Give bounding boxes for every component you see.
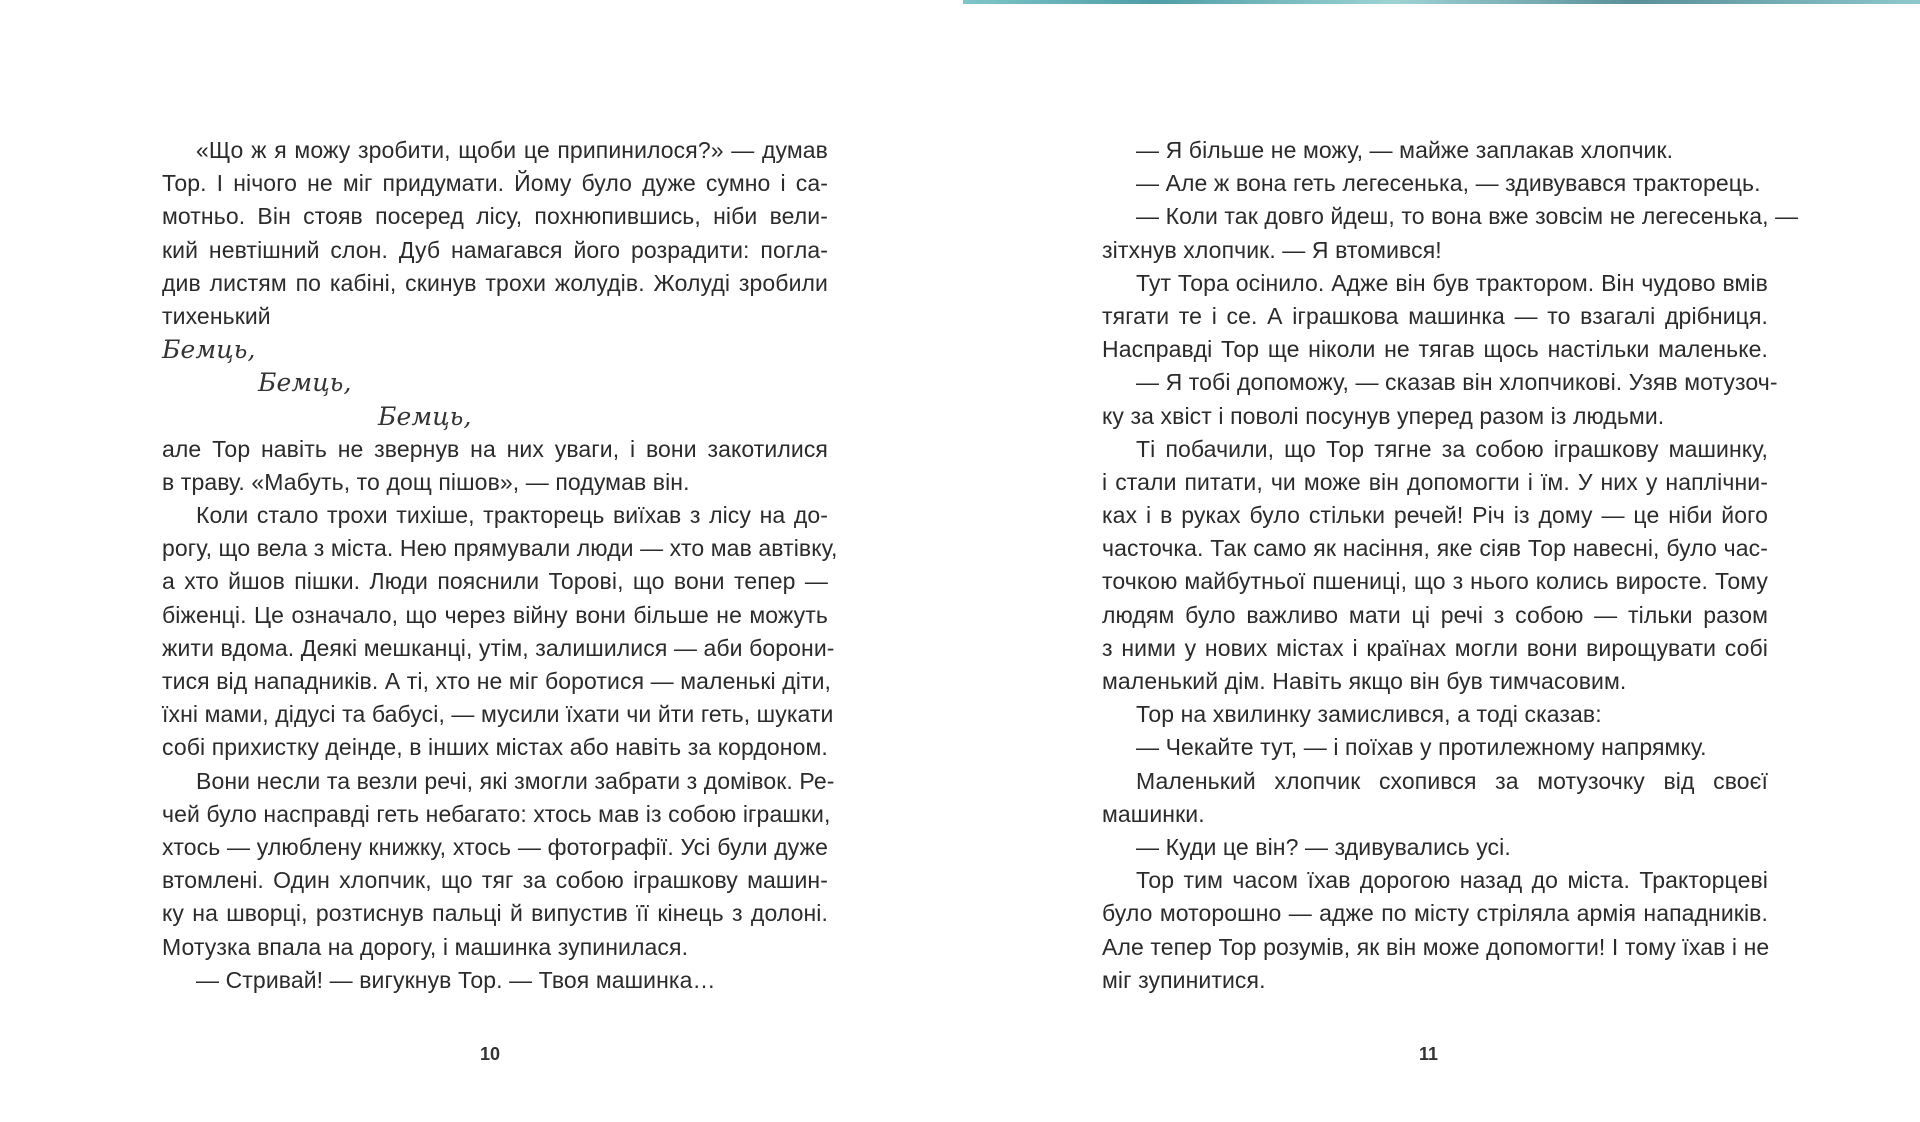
text-line: рогу, що вела з міста. Нею прямували люди — хто мав автівку, — [162, 535, 838, 562]
right-page-text — [1102, 134, 1799, 997]
text-line: ку за хвіст і поволі посунув уперед разом із людьми. — [1102, 402, 1665, 429]
text-line: Але тепер Тор розумів, як він може допомогти! І тому їхав і не — [1102, 933, 1770, 960]
right-page — [960, 0, 1920, 1122]
text-line: але Тор навіть не звернув на них уваги, і вони закотилися — [162, 435, 828, 462]
text-line: з ними у нових містах і країнах могли вони вирощувати собі — [1102, 634, 1768, 661]
text-line: Мотузка впала на дорогу, і машинка зупинилася. — [162, 933, 689, 960]
sound-word-1: Бемць, — [162, 335, 256, 365]
text-line: людям було важливо мати ці речі з собою — тільки разом — [1102, 601, 1768, 628]
text-line: ках і в руках було стільки речей! Річ із дому — це ніби його — [1102, 502, 1768, 529]
text-line: їхні мами, дідусі та бабусі, — мусили їхати чи йти геть, шукати — [162, 701, 834, 728]
text-line: — Я більше не можу, — майже заплакав хлопчик. — [1136, 137, 1674, 163]
left-page-text — [162, 134, 838, 997]
page-number: 11 — [1419, 1044, 1439, 1064]
text-line: часточка. Так само як насіння, яке сіяв Тор навесні, було час- — [1102, 535, 1768, 562]
text-line: тихенький — [162, 302, 271, 329]
text-line: міг зупинитися. — [1102, 966, 1266, 993]
text-line: Маленький хлопчик схопився за мотузочку від своєї — [1136, 767, 1768, 794]
text-line: Коли стало трохи тихіше, тракторець виїхав з лісу на до- — [196, 502, 828, 529]
text-line: — Куди це він? — здивувались усі. — [1136, 833, 1511, 860]
text-line: собі прихистку деінде, в інших містах або навіть за кордоном. — [162, 734, 828, 761]
text-line: ку на шворці, розтиснув пальці й випустив її кінець з долоні. — [162, 900, 828, 927]
text-line: див листям по кабіні, скинув трохи жолудів. Жолуді зробили — [162, 269, 828, 296]
text-line: і стали питати, чи може він допомогти і їм. У них у наплічни- — [1102, 468, 1768, 495]
sound-word-3: Бемць, — [378, 401, 472, 431]
text-line: кий невтішний слон. Дуб намагався його розрадити: погла- — [162, 236, 828, 263]
text-line: Тор тим часом їхав дорогою назад до міста. Тракторцеві — [1136, 867, 1768, 894]
text-line: тися від нападників. А ті, хто не міг боротися — маленькі діти, — [162, 668, 832, 694]
text-line: — Стривай! — вигукнув Тор. — Твоя машинка… — [196, 966, 716, 993]
text-line: біженці. Це означало, що через війну вони більше не можуть — [162, 601, 828, 628]
text-line: «Що ж я можу зробити, щоби це припинилося?» — думав — [196, 137, 828, 163]
text-line: мотньо. Він стояв посеред лісу, похнюпившись, ніби вели- — [162, 203, 828, 230]
text-line: Тут Тора осінило. Адже він був трактором. Він чудово вмів — [1136, 269, 1768, 296]
page-number: 10 — [480, 1044, 501, 1064]
text-line: — Я тобі допоможу, — сказав він хлопчикові. Узяв мотузоч- — [1136, 369, 1778, 396]
text-line: зітхнув хлопчик. — Я втомився! — [1102, 236, 1442, 263]
text-line: було моторошно — адже по місту стріляла армія нападників. — [1102, 900, 1768, 927]
text-line: Вони несли та везли речі, які змогли забрати з домівок. Ре- — [196, 767, 835, 794]
text-line: в траву. «Мабуть, то дощ пішов», — подумав він. — [162, 468, 690, 495]
text-line: а хто йшов пішки. Люди пояснили Торові, що вони тепер — — [162, 568, 828, 595]
text-line: точкою майбутньої пшениці, що з нього колись виросте. Тому — [1102, 568, 1768, 595]
text-line: втомлені. Один хлопчик, що тяг за собою іграшкову машин- — [162, 867, 828, 894]
text-line: чей було насправді геть небагато: хтось мав із собою іграшки, — [162, 800, 831, 827]
text-line: Тор на хвилинку замислився, а тоді сказав: — [1136, 701, 1602, 728]
text-line: — Але ж вона геть легесенька, — здивувався тракторець. — [1136, 170, 1761, 197]
text-line: Насправді Тор ще ніколи не тягав щось настільки маленьке. — [1102, 336, 1768, 363]
text-line: Ті побачили, що Тор тягне за собою іграшкову машинку, — [1136, 435, 1768, 462]
text-line: жити вдома. Деякі мешканці, утім, залишилися — аби борони- — [162, 634, 835, 661]
sound-word-2: Бемць, — [258, 368, 352, 398]
text-line: маленький дім. Навіть якщо він був тимчасовим. — [1102, 668, 1627, 694]
text-line: — Чекайте тут, — і поїхав у протилежному напрямку. — [1136, 734, 1707, 761]
text-line: Тор. І нічого не міг придумати. Йому було дуже сумно і са- — [162, 170, 828, 197]
text-line: тягати те і се. А іграшкова машинка — то взагалі дрібниця. — [1102, 302, 1768, 329]
text-line: машинки. — [1102, 800, 1205, 827]
text-line: — Коли так довго йдеш, то вона вже зовсім не легесенька, — — [1136, 203, 1799, 230]
text-line: хтось — улюблену книжку, хтось — фотографії. Усі були дуже — [162, 833, 828, 860]
